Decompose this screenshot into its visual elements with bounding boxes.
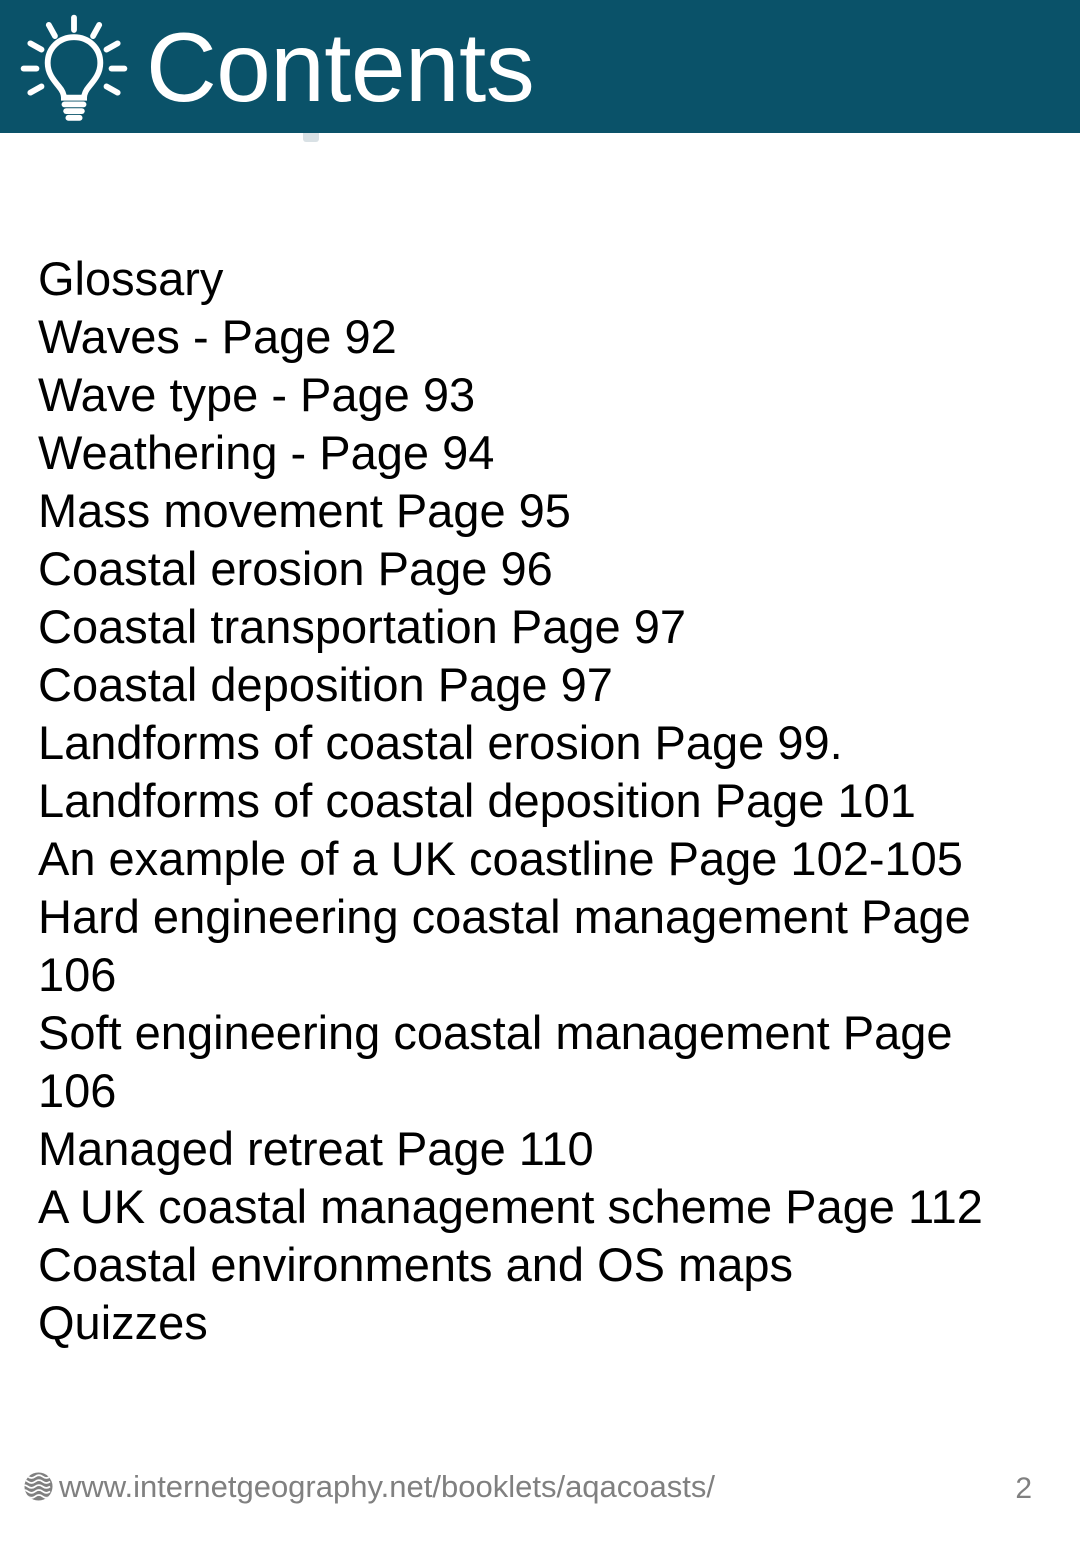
contents-item: Coastal transportation Page 97 [38,600,686,653]
contents-item: Mass movement Page 95 [38,484,571,537]
page-title: Contents [146,11,535,122]
contents-item: A UK coastal management scheme Page 112 [38,1180,983,1233]
footer-brand[interactable] [22,1470,715,1503]
contents-item: Managed retreat Page 110 [38,1122,594,1175]
slide-footer [0,1470,1080,1528]
header-descender-artifact [303,133,319,142]
contents-item: Quizzes [38,1296,208,1349]
contents-item: Coastal erosion Page 96 [38,542,553,595]
contents-item: Landforms of coastal erosion Page 99. [38,716,843,769]
contents-item: An example of a UK coastline Page 102-105 [38,832,963,885]
contents-item: Glossary [38,252,224,305]
contents-item: Waves - Page 92 [38,310,397,363]
contents-item: Coastal environments and OS maps [38,1238,793,1291]
wave-globe-icon [22,1470,55,1503]
contents-item: Hard engineering coastal management Page 106 [38,890,971,1001]
contents-item: Weathering - Page 94 [38,426,495,479]
slide-header [0,0,1080,133]
lightbulb-icon [18,12,130,124]
footer-url[interactable]: www.internetgeography.net/booklets/aqacoasts/ [59,1469,715,1504]
contents-item: Wave type - Page 93 [38,368,476,421]
contents-item: Coastal deposition Page 97 [38,658,613,711]
contents-list [38,250,1030,1352]
contents-item: Soft engineering coastal management Page 106 [38,1006,953,1117]
contents-item: Landforms of coastal deposition Page 101 [38,774,916,827]
page-number: 2 [1015,1472,1032,1505]
